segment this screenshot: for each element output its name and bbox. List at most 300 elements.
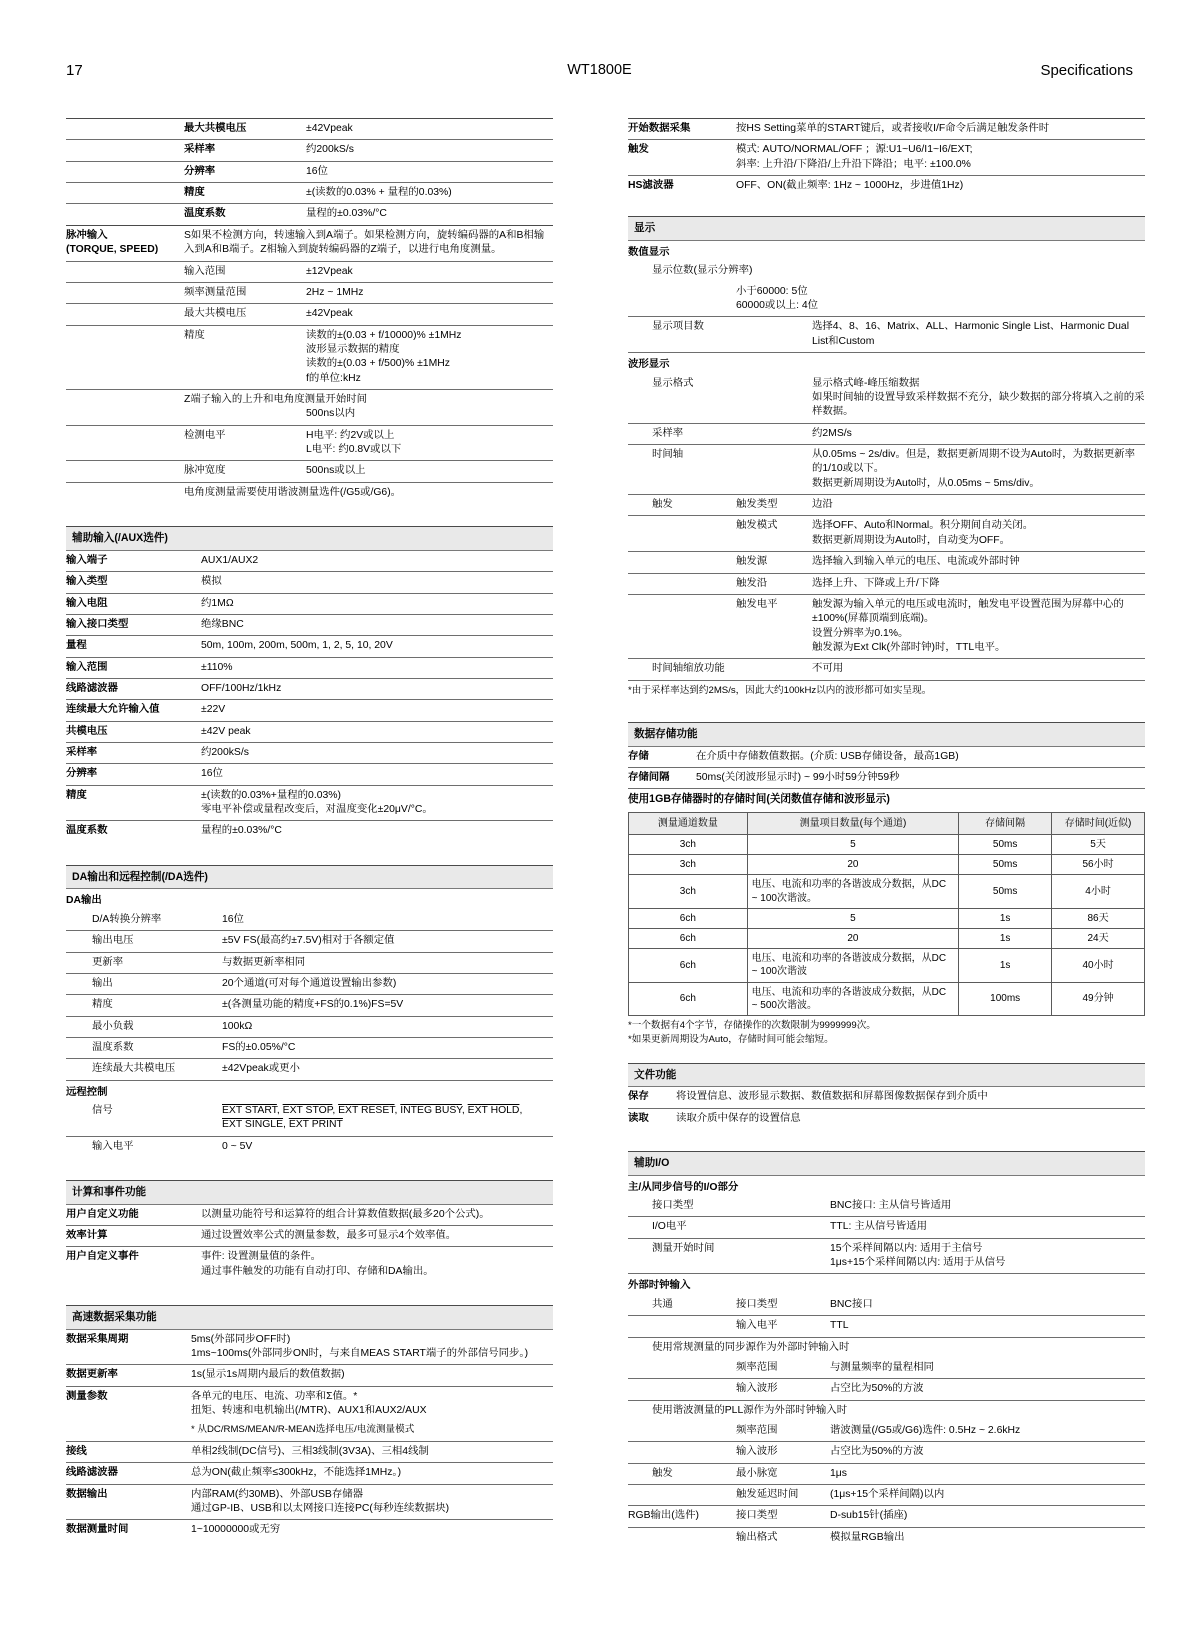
table-row — [629, 855, 1145, 875]
row-label: 读取 — [628, 1108, 676, 1129]
spacer-cell — [66, 119, 184, 140]
spacer-cell — [628, 261, 652, 281]
row-value: 约200kS/s — [306, 140, 553, 161]
model-name: WT1800E — [567, 62, 632, 78]
table-row — [66, 572, 553, 593]
spacer-cell — [628, 445, 652, 495]
table-row — [628, 746, 1145, 767]
storage-table — [628, 722, 1145, 810]
spacer-cell — [628, 1295, 652, 1316]
row-value: ±12Vpeak — [306, 261, 553, 282]
column-header: 测量通道数量 — [629, 812, 748, 834]
band-label: 辅助I/O — [628, 1152, 1145, 1176]
pulse-footnote: 电角度测量需要使用谐波测量选件(/G5或/G6)。 — [184, 482, 553, 503]
cell-duration: 4小时 — [1052, 875, 1145, 908]
row-value: 谐波测量(/G5或/G6)选件: 0.5Hz ~ 2.6kHz — [830, 1424, 1021, 1436]
ext-clock-common-row — [628, 1295, 1145, 1316]
trigger-line: 模式: AUTO/NORMAL/OFF ；源:U1~U6/I1~I6/EXT; — [736, 144, 973, 156]
running-header — [0, 62, 1199, 84]
signal-name: EXT SINGLE — [222, 1119, 284, 1131]
display-format-row — [628, 374, 1145, 424]
table-row — [628, 1108, 1145, 1129]
spacer-cell — [66, 325, 184, 389]
spacer-cell — [66, 931, 92, 952]
row-value — [736, 140, 1145, 176]
meas-start-time-row — [628, 1238, 1145, 1274]
digits-label-row — [628, 261, 1145, 281]
row-label: 存储 — [628, 750, 649, 762]
row-label: 触发沿 — [736, 573, 812, 594]
column-header: 存储时间(近似) — [1052, 812, 1145, 834]
cell-items: 20 — [747, 855, 959, 875]
cell-interval: 50ms — [959, 835, 1052, 855]
pulse-input-intro-row — [66, 225, 553, 261]
table-row — [629, 875, 1145, 908]
row-value: ±42V peak — [201, 721, 553, 742]
sync-io-subtitle-row — [628, 1175, 1145, 1196]
spacer-cell — [628, 317, 652, 353]
spacer-cell — [628, 594, 736, 658]
spacer-cell — [628, 552, 736, 573]
band-label: DA输出和远程控制(/DA选件) — [66, 865, 553, 889]
row-label: 接口类型 — [652, 1200, 694, 1212]
spacer-cell — [628, 1337, 652, 1358]
row-value — [191, 1386, 553, 1441]
row-value: OFF/100Hz/1kHz — [201, 678, 553, 699]
table-row — [628, 176, 1145, 197]
cell-items: 电压、电流和功率的各谐波成分数据，从DC ~ 500次谐波。 — [747, 982, 959, 1015]
row-value: ±42Vpeak — [306, 304, 553, 325]
row-label: 采样率 — [66, 743, 201, 764]
row-label: 显示项目数 — [652, 317, 812, 353]
format-line: 显示格式峰-峰压缩数据 — [812, 377, 920, 389]
table-row — [66, 1136, 553, 1157]
row-value: 在介质中存储数值数据。(介质: USB存储设备，最高1GB) — [696, 750, 959, 762]
row-value: 模拟量RGB输出 — [830, 1527, 1145, 1548]
table-row — [629, 949, 1145, 982]
remote-control-subtitle-row — [66, 1080, 553, 1101]
row-label: 触发电平 — [736, 594, 812, 658]
row-value: 约2MS/s — [812, 423, 1145, 444]
row-label: 用户自定义事件 — [66, 1247, 201, 1282]
table-row — [628, 1527, 1145, 1548]
spacer-cell — [66, 1016, 92, 1037]
section-end-rule — [628, 700, 1145, 706]
row-value: 以测量功能符号和运算符的组合计算数值数据(最多20个公式)。 — [201, 1208, 490, 1220]
spacer-cell — [66, 1059, 92, 1080]
row-value — [812, 374, 1145, 424]
cell-duration: 24天 — [1052, 928, 1145, 948]
display-footnote-row — [628, 680, 1145, 700]
file-function-table — [628, 1063, 1145, 1135]
cell-items: 电压、电流和功率的各谐波成分数据，从DC ~ 100次谐波 — [747, 949, 959, 982]
row-value: 将设置信息、波形显示数据、数值数据和屏幕图像数据保存到介质中 — [676, 1091, 988, 1103]
meas-start-line: 1μs+15个采样间隔以内: 适用于从信号 — [830, 1257, 1006, 1269]
row-value: 0 ~ 5V — [222, 1136, 553, 1157]
spacer-cell — [66, 952, 92, 973]
row-value: 选择上升、下降或上升/下降 — [812, 573, 1145, 594]
trigger-mode-row — [628, 516, 1145, 552]
trigger-type-row — [628, 495, 1145, 516]
table-row — [66, 910, 553, 931]
spacer-cell — [66, 390, 184, 426]
row-value: ±22V — [201, 700, 553, 721]
spacer-cell — [66, 973, 92, 994]
row-value: TTL: 主从信号皆适用 — [830, 1217, 1145, 1238]
table-row — [66, 952, 553, 973]
row-label: 数据输出 — [66, 1484, 191, 1520]
spacer-cell — [66, 461, 184, 482]
row-label: 开始数据采集 — [628, 119, 736, 140]
table-row — [66, 1441, 553, 1462]
column-header: 测量项目数量(每个通道) — [747, 812, 959, 834]
cell-items: 电压、电流和功率的各谐波成分数据，从DC ~ 100次谐波。 — [747, 875, 959, 908]
spacer-cell — [628, 1442, 736, 1463]
timebase-line: 从0.05ms ~ 2s/div。但是，数据更新周期不设为Auto时，为数据更新率的1/10或以下。 — [812, 449, 1136, 475]
row-label: I/O电平 — [652, 1217, 830, 1238]
row-label: 触发源 — [736, 552, 812, 573]
da-output-table — [66, 865, 553, 1163]
left-column — [66, 118, 553, 1547]
cell-channels: 3ch — [629, 855, 748, 875]
table-row — [66, 593, 553, 614]
row-value: 占空比为50%的方波 — [830, 1442, 1145, 1463]
spacer-cell — [66, 304, 184, 325]
trigger-level-line: 触发源为Ext Clk(外部时钟)时，TTL电平。 — [812, 641, 1006, 653]
signal-name: EXT HOLD — [467, 1105, 520, 1117]
row-value: 2Hz ~ 1MHz — [306, 282, 553, 303]
pll-title-row — [628, 1400, 1145, 1421]
row-value: FS的±0.05%/°C — [222, 1037, 553, 1058]
row-label: 输出电压 — [92, 931, 222, 952]
spacer-cell — [66, 1037, 92, 1058]
spacer-cell — [66, 161, 184, 182]
digits-line: 60000或以上: 4位 — [736, 300, 819, 312]
cell-interval: 50ms — [959, 855, 1052, 875]
row-value: 选择输入到输入单元的电压、电流或外部时钟 — [812, 552, 1145, 573]
cell-items: 20 — [747, 928, 959, 948]
table-row — [66, 282, 553, 303]
left-spec-table — [66, 118, 553, 509]
subtitle: 数值显示 — [628, 247, 670, 259]
row-value: 16位 — [222, 913, 244, 925]
rule — [628, 196, 1145, 202]
spacer-cell — [628, 573, 736, 594]
storage-footnote: *如果更新周期设为Auto，存储时间可能会缩短。 — [628, 1033, 834, 1045]
table-row — [66, 678, 553, 699]
table-row — [66, 183, 553, 204]
right-column — [628, 118, 1145, 1548]
cell-channels: 6ch — [629, 982, 748, 1015]
row-value: 单相2线制(DC信号)、三相3线制(3V3A)、三相4线制 — [191, 1441, 553, 1462]
trigger-level-line: 触发源为输入单元的电压或电流时，触发电平设置范围为屏幕中心的±100%(屏幕顶端到底端)。 — [812, 598, 1124, 625]
row-value: ±42Vpeak — [306, 119, 553, 140]
table-row — [629, 982, 1145, 1015]
spacer-cell — [66, 140, 184, 161]
display-footnote: *由于采样率达到约2MS/s，因此大约100kHz以内的波形都可如实呈现。 — [628, 680, 1145, 700]
row-value: BNC接口 — [830, 1298, 873, 1310]
table-row — [629, 835, 1145, 855]
row-value: ±(读数的0.03% + 量程的0.03%) — [306, 183, 553, 204]
remote-signal-row — [66, 1101, 553, 1136]
spacer-cell — [66, 204, 184, 225]
accuracy-line: 读数的±(0.03 + f/500)% ±1MHz — [306, 358, 450, 370]
cell-channels: 6ch — [629, 949, 748, 982]
row-label: D/A转换分辨率 — [92, 913, 162, 925]
ext-trigger-row — [628, 1463, 1145, 1484]
row-value — [201, 1247, 553, 1282]
cell-duration: 49分钟 — [1052, 982, 1145, 1015]
cell-interval: 1s — [959, 949, 1052, 982]
row-label: 频率范围 — [736, 1424, 778, 1436]
table-row — [628, 119, 1145, 140]
row-label: 存储间隔 — [628, 767, 696, 788]
row-label: 输入接口类型 — [66, 614, 201, 635]
row-label: 接口类型 — [736, 1506, 830, 1527]
row-value — [184, 390, 553, 426]
row-label: 温度系数 — [184, 204, 306, 225]
digits-value-row — [628, 282, 1145, 317]
row-label: 输入电阻 — [66, 593, 201, 614]
table-row — [66, 614, 553, 635]
row-label: 频率测量范围 — [184, 282, 306, 303]
row-label: 频率范围 — [736, 1361, 778, 1373]
section-end-rule — [66, 1157, 553, 1163]
row-label: 输出 — [92, 973, 222, 994]
row-value — [812, 516, 1145, 552]
table-row — [66, 461, 553, 482]
row-label: 输入电平 — [92, 1136, 222, 1157]
calc-event-band — [66, 1181, 553, 1205]
subtitle: 外部时钟输入 — [628, 1274, 1145, 1295]
z-terminal-line1: Z端子输入的上升和电角度测量开始时间 — [184, 394, 367, 406]
row-label: 精度 — [66, 785, 201, 821]
row-label: 线路滤波器 — [66, 678, 201, 699]
cell-channels: 6ch — [629, 908, 748, 928]
row-value: 16位 — [201, 764, 553, 785]
table-row — [628, 1316, 1145, 1337]
table-row — [66, 995, 553, 1016]
band-label: 显示 — [628, 217, 1145, 241]
spacer-cell — [628, 282, 736, 317]
period-line: 1ms~100ms(外部同步ON时，与来自MEAS START端子的外部信号同步。) — [191, 1348, 529, 1360]
normal-sync-title-row — [628, 1337, 1145, 1358]
rule — [66, 842, 553, 848]
table-row — [66, 743, 553, 764]
table-row — [629, 908, 1145, 928]
trigger-level-line: 设置分辨率为0.1%。 — [812, 627, 909, 639]
hs-trigger-row — [628, 140, 1145, 176]
row-label: 精度 — [184, 183, 306, 204]
table-row — [66, 550, 553, 571]
row-label: 触发 — [628, 140, 736, 176]
row-value: 16位 — [306, 161, 553, 182]
row-label: 最小负载 — [92, 1016, 222, 1037]
file-function-band — [628, 1063, 1145, 1087]
detect-level-row — [66, 425, 553, 461]
calc-event-table — [66, 1180, 553, 1288]
row-label: 精度 — [92, 995, 222, 1016]
meas-param-line: 各单元的电压、电流、功率和Σ值。* — [191, 1390, 358, 1402]
table-row — [628, 1421, 1145, 1442]
row-value: 边沿 — [812, 495, 1145, 516]
display-items-row — [628, 317, 1145, 353]
detect-level-line: H电平: 约2V或以上 — [306, 429, 395, 441]
table-row — [66, 261, 553, 282]
spacer-cell — [628, 1527, 736, 1548]
row-label: 连续最大共模电压 — [92, 1059, 222, 1080]
row-value: 50ms(关闭波形显示时) ~ 99小时59分钟59秒 — [696, 767, 1145, 788]
aux-io-table — [628, 1151, 1145, 1548]
section-end-rule — [66, 1541, 553, 1547]
row-value — [306, 325, 553, 389]
row-label: 接口类型 — [736, 1298, 778, 1310]
row-value: 与测量频率的量程相同 — [830, 1361, 934, 1373]
trigger-level-row — [628, 594, 1145, 658]
pulse-input-outer-label — [66, 225, 184, 261]
row-label: 输入波形 — [736, 1442, 830, 1463]
section-end-rule — [628, 1129, 1145, 1135]
table-row — [66, 1520, 553, 1541]
table-row — [628, 1196, 1145, 1217]
spacer-cell — [66, 910, 92, 931]
row-label: 效率计算 — [66, 1226, 201, 1247]
display-table — [628, 216, 1145, 705]
timebase-row — [628, 445, 1145, 495]
accuracy-line: f的单位:kHz — [306, 372, 361, 384]
row-value — [830, 1238, 1145, 1274]
row-value: 量程的±0.03%/°C — [201, 821, 553, 842]
aux-input-table — [66, 526, 553, 848]
cell-interval: 100ms — [959, 982, 1052, 1015]
row-label: 最小脉宽 — [736, 1463, 830, 1484]
row-value: 通过设置效率公式的测量参数，最多可显示4个效率值。 — [201, 1226, 553, 1247]
storage-footnote: *一个数据有4个字节，存储操作的次数限制为9999999次。 — [628, 1019, 876, 1031]
spacer-cell — [628, 1217, 652, 1238]
row-label: 显示格式 — [652, 377, 694, 389]
trigger-mode-line: 数据更新周期设为Auto时，自动变为OFF。 — [812, 534, 1011, 546]
trigger-group-label: 触发 — [652, 495, 736, 516]
row-label: 连续最大允许输入值 — [66, 700, 201, 721]
row-value — [191, 1329, 553, 1365]
row-label: 测量参数 — [66, 1386, 191, 1441]
table-row — [628, 767, 1145, 788]
pulse-input-label-line1: 脉冲输入 — [66, 229, 108, 241]
accuracy-line: 零电平补偿或量程改变后，对温度变化±20μV/°C。 — [201, 804, 433, 816]
timebase-line: 数据更新周期设为Auto时，从0.05ms ~ 5ms/div。 — [812, 477, 1040, 489]
band-label: 高速数据采集功能 — [66, 1306, 553, 1330]
subtitle: 远程控制 — [66, 1080, 553, 1101]
spacer-cell — [66, 1136, 92, 1157]
table-row — [66, 1204, 553, 1225]
row-label: 输入范围 — [66, 657, 201, 678]
row-value: 500ns或以上 — [306, 461, 553, 482]
z-terminal-line2: 500ns以内 — [306, 408, 356, 420]
data-output-line: 通过GP-IB、USB和以太网接口连接PC(每秒连续数据块) — [191, 1502, 450, 1514]
table-row — [628, 1087, 1145, 1108]
spacer-cell — [628, 1421, 736, 1442]
da-output-subtitle-row — [66, 889, 553, 910]
cell-duration: 56小时 — [1052, 855, 1145, 875]
row-value: ±5V FS(最高约±7.5V)相对于各额定值 — [222, 931, 553, 952]
row-label: 接线 — [66, 1441, 191, 1462]
aux-input-band — [66, 527, 553, 551]
row-label: 测量开始时间 — [652, 1238, 830, 1274]
row-label: 最大共模电压 — [184, 119, 306, 140]
spacer-cell — [628, 1238, 652, 1274]
spacer-cell — [66, 261, 184, 282]
spacer-cell — [628, 1316, 736, 1337]
row-value: TTL — [830, 1316, 1145, 1337]
table-row — [66, 1037, 553, 1058]
row-value: 1μs — [830, 1463, 1145, 1484]
aux-io-band — [628, 1152, 1145, 1176]
rule — [66, 503, 553, 509]
spacer-cell — [66, 1101, 92, 1136]
cell-channels: 3ch — [629, 875, 748, 908]
row-label: 共模电压 — [66, 721, 201, 742]
table-row — [66, 119, 553, 140]
numeric-display-subtitle-row — [628, 241, 1145, 262]
band-label: 辅助输入(/AUX选件) — [66, 527, 553, 551]
accuracy-line: ±(读数的0.03%+量程的0.03%) — [201, 789, 341, 801]
table-row — [66, 636, 553, 657]
storage-band — [628, 722, 1145, 746]
spacer-cell — [628, 1358, 736, 1379]
spacer-cell — [628, 1379, 736, 1400]
row-value: 绝缘BNC — [201, 614, 553, 635]
table-row — [66, 973, 553, 994]
spacer-cell — [66, 282, 184, 303]
trigger-source-row — [628, 552, 1145, 573]
section-end-rule — [628, 196, 1145, 202]
cell-items: 5 — [747, 908, 959, 928]
table-row — [628, 1485, 1145, 1506]
subtitle: 波形显示 — [628, 353, 1145, 374]
row-value: ±110% — [201, 657, 553, 678]
cell-interval: 50ms — [959, 875, 1052, 908]
table-row — [66, 1226, 553, 1247]
row-value: 1s(显示1s周期内最后的数值数据) — [191, 1365, 553, 1386]
row-value: 量程的±0.03%/°C — [306, 204, 553, 225]
row-label: 数据更新率 — [66, 1365, 191, 1386]
row-value: 约1MΩ — [201, 593, 553, 614]
row-value: 1~10000000或无穷 — [191, 1520, 553, 1541]
row-value — [222, 1101, 553, 1136]
spacer-cell — [628, 1485, 736, 1506]
signal-name: EXT RESET — [338, 1105, 395, 1117]
table-row — [66, 700, 553, 721]
digits-line: 小于60000: 5位 — [736, 285, 808, 297]
row-value: 不可用 — [812, 659, 1145, 680]
spacer-cell — [66, 425, 184, 461]
page-number: 17 — [66, 62, 83, 79]
display-band — [628, 217, 1145, 241]
hs-top-table — [628, 118, 1145, 202]
period-line: 5ms(外部同步OFF时) — [191, 1333, 291, 1345]
meas-param-row — [66, 1386, 553, 1441]
high-speed-table — [66, 1305, 553, 1546]
meas-start-line: 15个采样间隔以内: 适用于主信号 — [830, 1242, 983, 1254]
row-label: 温度系数 — [92, 1037, 222, 1058]
row-value: 读取介质中保存的设置信息 — [676, 1108, 1145, 1129]
row-value: (1μs+15个采样间隔)以内 — [830, 1485, 1145, 1506]
event-line: 事件: 设置测量值的条件。 — [201, 1251, 322, 1263]
rule — [628, 1129, 1145, 1135]
row-label: 更新率 — [92, 952, 222, 973]
row-value — [812, 445, 1145, 495]
section-end-rule — [66, 503, 553, 509]
